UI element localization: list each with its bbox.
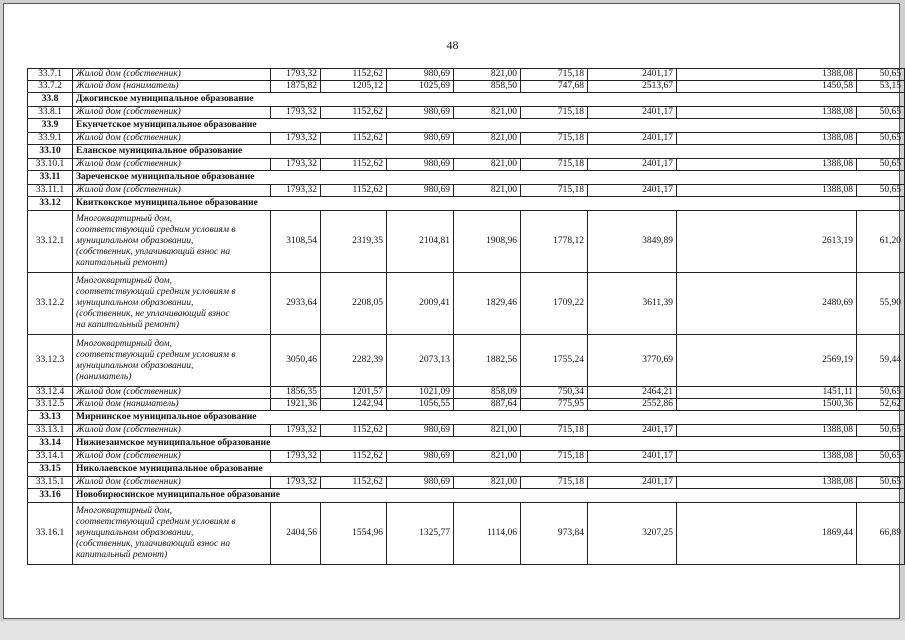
section-header-row bbox=[28, 463, 905, 477]
value-col-7: 1388,08 bbox=[677, 69, 857, 81]
value-col-7: 1388,08 bbox=[677, 133, 857, 145]
value-col-3: 1025,69 bbox=[387, 81, 454, 93]
tariff-table bbox=[27, 68, 905, 565]
value-col-4: 1908,96 bbox=[454, 211, 521, 273]
table-row bbox=[28, 477, 905, 489]
section-blank bbox=[521, 119, 905, 133]
row-name-line: Жилой дом (наниматель) bbox=[76, 81, 179, 91]
table-row bbox=[28, 387, 905, 399]
section-title: Нижнезаимское муниципальное образование bbox=[73, 437, 521, 451]
value-col-2: 1152,62 bbox=[321, 425, 387, 437]
value-col-6: 2401,17 bbox=[588, 107, 677, 119]
value-col-3: 980,69 bbox=[387, 133, 454, 145]
value-col-2: 1201,57 bbox=[321, 387, 387, 399]
value-col-6: 3611,39 bbox=[588, 273, 677, 335]
value-col-6: 2401,17 bbox=[588, 159, 677, 171]
row-code: 33.7.2 bbox=[28, 81, 73, 93]
table-row bbox=[28, 503, 905, 565]
value-col-3: 980,69 bbox=[387, 425, 454, 437]
section-blank bbox=[521, 93, 905, 107]
section-header-row bbox=[28, 145, 905, 159]
row-name-line: соответствующий средним условиям в bbox=[76, 225, 236, 235]
value-col-1: 1856,35 bbox=[271, 387, 321, 399]
value-col-6: 2401,17 bbox=[588, 69, 677, 81]
row-name-line: Многоквартирный дом, bbox=[76, 276, 172, 286]
value-col-2: 1152,62 bbox=[321, 159, 387, 171]
value-col-4: 821,00 bbox=[454, 425, 521, 437]
value-col-5: 715,18 bbox=[521, 451, 588, 463]
value-col-5: 1778,12 bbox=[521, 211, 588, 273]
row-name-line: Многоквартирный дом, bbox=[76, 506, 172, 516]
value-col-5: 715,18 bbox=[521, 159, 588, 171]
row-name bbox=[73, 107, 271, 119]
row-name bbox=[73, 185, 271, 197]
value-col-6: 3849,89 bbox=[588, 211, 677, 273]
section-header-row bbox=[28, 171, 905, 185]
value-col-1: 1875,82 bbox=[271, 81, 321, 93]
section-code: 33.9 bbox=[28, 119, 73, 133]
value-col-3: 1325,77 bbox=[387, 503, 454, 565]
value-col-4: 1882,56 bbox=[454, 335, 521, 387]
section-code: 33.12 bbox=[28, 197, 73, 211]
value-col-7: 2569,19 bbox=[677, 335, 857, 387]
row-name bbox=[73, 451, 271, 463]
row-code: 33.12.5 bbox=[28, 399, 73, 411]
value-col-2: 1152,62 bbox=[321, 451, 387, 463]
section-title: Новобирюсинское муниципальное образование bbox=[73, 489, 521, 503]
row-name-line: (собственник, уплачивающий взнос на bbox=[76, 247, 231, 257]
value-col-2: 2282,39 bbox=[321, 335, 387, 387]
value-col-7: 1388,08 bbox=[677, 107, 857, 119]
value-col-4: 821,00 bbox=[454, 107, 521, 119]
value-col-8: 52,62 bbox=[857, 399, 905, 411]
value-col-8: 50,65 bbox=[857, 451, 905, 463]
section-blank bbox=[521, 197, 905, 211]
row-name bbox=[73, 399, 271, 411]
value-col-2: 2319,35 bbox=[321, 211, 387, 273]
section-title: Мирнинское муниципальное образование bbox=[73, 411, 521, 425]
value-col-1: 1793,32 bbox=[271, 159, 321, 171]
value-col-8: 50,65 bbox=[857, 159, 905, 171]
value-col-5: 715,18 bbox=[521, 477, 588, 489]
value-col-6: 3207,25 bbox=[588, 503, 677, 565]
value-col-2: 1152,62 bbox=[321, 133, 387, 145]
value-col-7: 1388,08 bbox=[677, 425, 857, 437]
value-col-6: 2401,17 bbox=[588, 425, 677, 437]
value-col-8: 50,65 bbox=[857, 107, 905, 119]
value-col-6: 2401,17 bbox=[588, 133, 677, 145]
section-blank bbox=[521, 437, 905, 451]
value-col-4: 1114,06 bbox=[454, 503, 521, 565]
table-row bbox=[28, 69, 905, 81]
row-code: 33.12.1 bbox=[28, 211, 73, 273]
value-col-3: 980,69 bbox=[387, 69, 454, 81]
row-code: 33.10.1 bbox=[28, 159, 73, 171]
section-code: 33.13 bbox=[28, 411, 73, 425]
value-col-2: 1152,62 bbox=[321, 185, 387, 197]
table-row bbox=[28, 425, 905, 437]
row-code: 33.13.1 bbox=[28, 425, 73, 437]
value-col-3: 1021,09 bbox=[387, 387, 454, 399]
value-col-4: 821,00 bbox=[454, 133, 521, 145]
value-col-7: 2480,69 bbox=[677, 273, 857, 335]
value-col-1: 1793,32 bbox=[271, 133, 321, 145]
row-name-line: Многоквартирный дом, bbox=[76, 214, 172, 224]
row-code: 33.11.1 bbox=[28, 185, 73, 197]
row-name-line: (собственник, не уплачивающий взнос bbox=[76, 309, 230, 319]
value-col-5: 1755,24 bbox=[521, 335, 588, 387]
row-name bbox=[73, 335, 271, 387]
row-name bbox=[73, 387, 271, 399]
row-name-line: Жилой дом (собственник) bbox=[76, 107, 181, 117]
table-row bbox=[28, 81, 905, 93]
value-col-1: 1793,32 bbox=[271, 425, 321, 437]
value-col-3: 980,69 bbox=[387, 185, 454, 197]
value-col-4: 821,00 bbox=[454, 159, 521, 171]
row-name bbox=[73, 133, 271, 145]
value-col-7: 1388,08 bbox=[677, 477, 857, 489]
value-col-1: 1793,32 bbox=[271, 69, 321, 81]
value-col-2: 1554,96 bbox=[321, 503, 387, 565]
section-code: 33.16 bbox=[28, 489, 73, 503]
table-row bbox=[28, 273, 905, 335]
section-title: Квиткокское муниципальное образование bbox=[73, 197, 521, 211]
row-code: 33.8.1 bbox=[28, 107, 73, 119]
table-body bbox=[28, 69, 905, 565]
value-col-8: 53,15 bbox=[857, 81, 905, 93]
value-col-7: 1450,58 bbox=[677, 81, 857, 93]
value-col-4: 821,00 bbox=[454, 451, 521, 463]
value-col-8: 50,65 bbox=[857, 185, 905, 197]
table-row bbox=[28, 159, 905, 171]
value-col-3: 1056,55 bbox=[387, 399, 454, 411]
row-code: 33.16.1 bbox=[28, 503, 73, 565]
value-col-2: 1242,94 bbox=[321, 399, 387, 411]
table-row bbox=[28, 211, 905, 273]
table-row bbox=[28, 335, 905, 387]
row-name bbox=[73, 425, 271, 437]
value-col-7: 2613,19 bbox=[677, 211, 857, 273]
value-col-8: 66,89 bbox=[857, 503, 905, 565]
row-name-line: Жилой дом (наниматель) bbox=[76, 399, 179, 409]
row-name-line: муниципальном образовании, bbox=[76, 528, 194, 538]
value-col-8: 50,65 bbox=[857, 387, 905, 399]
row-code: 33.12.4 bbox=[28, 387, 73, 399]
section-code: 33.15 bbox=[28, 463, 73, 477]
row-name-line: муниципальном образовании, bbox=[76, 236, 194, 246]
value-col-5: 1709,22 bbox=[521, 273, 588, 335]
row-name-line: Жилой дом (собственник) bbox=[76, 477, 181, 487]
value-col-1: 2404,56 bbox=[271, 503, 321, 565]
value-col-1: 3108,54 bbox=[271, 211, 321, 273]
value-col-3: 980,69 bbox=[387, 159, 454, 171]
row-name-line: Жилой дом (собственник) bbox=[76, 159, 181, 169]
section-blank bbox=[521, 145, 905, 159]
row-code: 33.14.1 bbox=[28, 451, 73, 463]
value-col-2: 1152,62 bbox=[321, 477, 387, 489]
value-col-1: 1793,32 bbox=[271, 185, 321, 197]
row-name bbox=[73, 69, 271, 81]
value-col-3: 980,69 bbox=[387, 477, 454, 489]
value-col-2: 2208,05 bbox=[321, 273, 387, 335]
value-col-3: 2073,13 bbox=[387, 335, 454, 387]
row-name-line: Жилой дом (собственник) bbox=[76, 451, 181, 461]
section-title: Николаевское муниципальное образование bbox=[73, 463, 521, 477]
value-col-4: 858,50 bbox=[454, 81, 521, 93]
value-col-5: 715,18 bbox=[521, 185, 588, 197]
value-col-8: 50,65 bbox=[857, 133, 905, 145]
row-name-line: капитальный ремонт) bbox=[76, 258, 168, 268]
value-col-8: 55,90 bbox=[857, 273, 905, 335]
row-code: 33.15.1 bbox=[28, 477, 73, 489]
value-col-1: 2933,64 bbox=[271, 273, 321, 335]
table-row bbox=[28, 399, 905, 411]
row-name bbox=[73, 159, 271, 171]
table-row bbox=[28, 185, 905, 197]
value-col-1: 1793,32 bbox=[271, 451, 321, 463]
section-header-row bbox=[28, 489, 905, 503]
row-name-line: Жилой дом (собственник) bbox=[76, 185, 181, 195]
section-header-row bbox=[28, 93, 905, 107]
row-name-line: Многоквартирный дом, bbox=[76, 338, 172, 349]
value-col-8: 50,65 bbox=[857, 477, 905, 489]
value-col-7: 1500,36 bbox=[677, 399, 857, 411]
value-col-5: 715,18 bbox=[521, 133, 588, 145]
row-name bbox=[73, 477, 271, 489]
value-col-6: 3770,69 bbox=[588, 335, 677, 387]
value-col-3: 2009,41 bbox=[387, 273, 454, 335]
value-col-5: 715,18 bbox=[521, 107, 588, 119]
section-code: 33.10 bbox=[28, 145, 73, 159]
value-col-5: 750,34 bbox=[521, 387, 588, 399]
value-col-6: 2401,17 bbox=[588, 451, 677, 463]
value-col-8: 59,44 bbox=[857, 335, 905, 387]
section-code: 33.11 bbox=[28, 171, 73, 185]
row-name-line: Жилой дом (собственник) bbox=[76, 425, 181, 435]
value-col-8: 61,20 bbox=[857, 211, 905, 273]
section-title: Еланское муниципальное образование bbox=[73, 145, 521, 159]
row-name-line: (собственник, уплачивающий взнос на bbox=[76, 539, 231, 549]
page-number: 48 bbox=[446, 38, 459, 52]
value-col-2: 1205,12 bbox=[321, 81, 387, 93]
value-col-8: 50,65 bbox=[857, 425, 905, 437]
value-col-1: 1793,32 bbox=[271, 107, 321, 119]
value-col-7: 1451,11 bbox=[677, 387, 857, 399]
value-col-7: 1388,08 bbox=[677, 451, 857, 463]
value-col-1: 1921,36 bbox=[271, 399, 321, 411]
value-col-4: 821,00 bbox=[454, 69, 521, 81]
row-name-line: на капитальный ремонт) bbox=[76, 320, 180, 330]
value-col-2: 1152,62 bbox=[321, 69, 387, 81]
value-col-3: 980,69 bbox=[387, 107, 454, 119]
section-code: 33.14 bbox=[28, 437, 73, 451]
row-code: 33.7.1 bbox=[28, 69, 73, 81]
value-col-4: 858,09 bbox=[454, 387, 521, 399]
value-col-1: 1793,32 bbox=[271, 477, 321, 489]
value-col-5: 973,84 bbox=[521, 503, 588, 565]
row-name bbox=[73, 211, 271, 273]
section-title: Зареченское муниципальное образование bbox=[73, 171, 521, 185]
row-name bbox=[73, 503, 271, 565]
row-code: 33.12.3 bbox=[28, 335, 73, 387]
value-col-6: 2401,17 bbox=[588, 477, 677, 489]
value-col-4: 887,64 bbox=[454, 399, 521, 411]
value-col-6: 2464,21 bbox=[588, 387, 677, 399]
section-code: 33.8 bbox=[28, 93, 73, 107]
section-blank bbox=[521, 489, 905, 503]
table-row bbox=[28, 133, 905, 145]
row-name-line: капитальный ремонт) bbox=[76, 550, 168, 560]
row-name-line: соответствующий средним условиям в bbox=[76, 287, 236, 297]
value-col-6: 2401,17 bbox=[588, 185, 677, 197]
row-name-line: муниципальном образовании, bbox=[76, 360, 194, 371]
row-code: 33.9.1 bbox=[28, 133, 73, 145]
row-name-line: (наниматель) bbox=[76, 371, 132, 382]
value-col-5: 715,18 bbox=[521, 69, 588, 81]
value-col-3: 2104,81 bbox=[387, 211, 454, 273]
row-name-line: Жилой дом (собственник) bbox=[76, 133, 181, 143]
row-name-line: соответствующий средним условиям в bbox=[76, 517, 236, 527]
section-blank bbox=[521, 463, 905, 477]
row-code: 33.12.2 bbox=[28, 273, 73, 335]
value-col-3: 980,69 bbox=[387, 451, 454, 463]
section-header-row bbox=[28, 437, 905, 451]
value-col-1: 3050,46 bbox=[271, 335, 321, 387]
value-col-7: 1388,08 bbox=[677, 159, 857, 171]
value-col-5: 715,18 bbox=[521, 425, 588, 437]
row-name-line: Жилой дом (собственник) bbox=[76, 69, 181, 79]
value-col-7: 1388,08 bbox=[677, 185, 857, 197]
row-name bbox=[73, 81, 271, 93]
row-name bbox=[73, 273, 271, 335]
row-name-line: соответствующий средним условиям в bbox=[76, 349, 236, 360]
value-col-6: 2552,86 bbox=[588, 399, 677, 411]
row-name-line: муниципальном образовании, bbox=[76, 298, 194, 308]
section-header-row bbox=[28, 411, 905, 425]
value-col-6: 2513,67 bbox=[588, 81, 677, 93]
table-row bbox=[28, 451, 905, 463]
table-row bbox=[28, 107, 905, 119]
section-title: Джогинское муниципальное образование bbox=[73, 93, 521, 107]
section-blank bbox=[521, 411, 905, 425]
section-header-row bbox=[28, 119, 905, 133]
section-blank bbox=[521, 171, 905, 185]
value-col-5: 775,95 bbox=[521, 399, 588, 411]
value-col-2: 1152,62 bbox=[321, 107, 387, 119]
value-col-4: 821,00 bbox=[454, 477, 521, 489]
section-header-row bbox=[28, 197, 905, 211]
value-col-5: 747,68 bbox=[521, 81, 588, 93]
value-col-4: 821,00 bbox=[454, 185, 521, 197]
value-col-7: 1869,44 bbox=[677, 503, 857, 565]
row-name-line: Жилой дом (собственник) bbox=[76, 387, 181, 397]
value-col-8: 50,65 bbox=[857, 69, 905, 81]
section-title: Екунчетское муниципальное образование bbox=[73, 119, 521, 133]
value-col-4: 1829,46 bbox=[454, 273, 521, 335]
page-bottom-margin bbox=[0, 621, 905, 640]
